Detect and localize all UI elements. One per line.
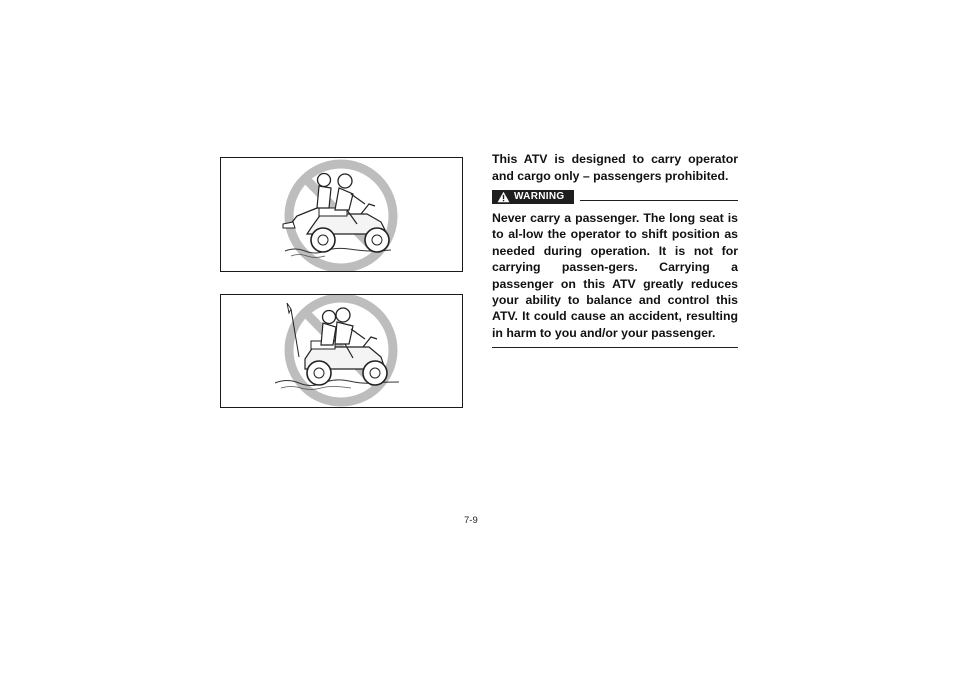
- warning-header: [492, 190, 738, 210]
- warning-label: WARNING: [514, 191, 565, 202]
- page-number: 7-9: [464, 515, 478, 526]
- illustration-passenger-tandem: [220, 294, 463, 408]
- illustration-passenger-backward: [220, 157, 463, 272]
- atv-tandem-drawing: [221, 295, 462, 408]
- warning-triangle-icon: [497, 191, 510, 203]
- warning-text: Never carry a passenger. The long seat is to al-low the operator to shift position as needed during operation. It is not for carrying passen-gers. Carrying a passenger on this ATV greatly reduces your ability to balance and control this ATV. It could cause an accident, resulting in harm to you and/or your passenger.: [492, 211, 738, 340]
- warning-header-rule: [580, 200, 738, 201]
- intro-paragraph: This ATV is designed to carry operator and cargo only – passengers prohibited.: [492, 152, 738, 183]
- atv-passenger-drawing: [221, 158, 462, 271]
- warning-badge: [492, 190, 574, 204]
- warning-end-rule: [492, 347, 738, 348]
- text-column: [492, 151, 738, 348]
